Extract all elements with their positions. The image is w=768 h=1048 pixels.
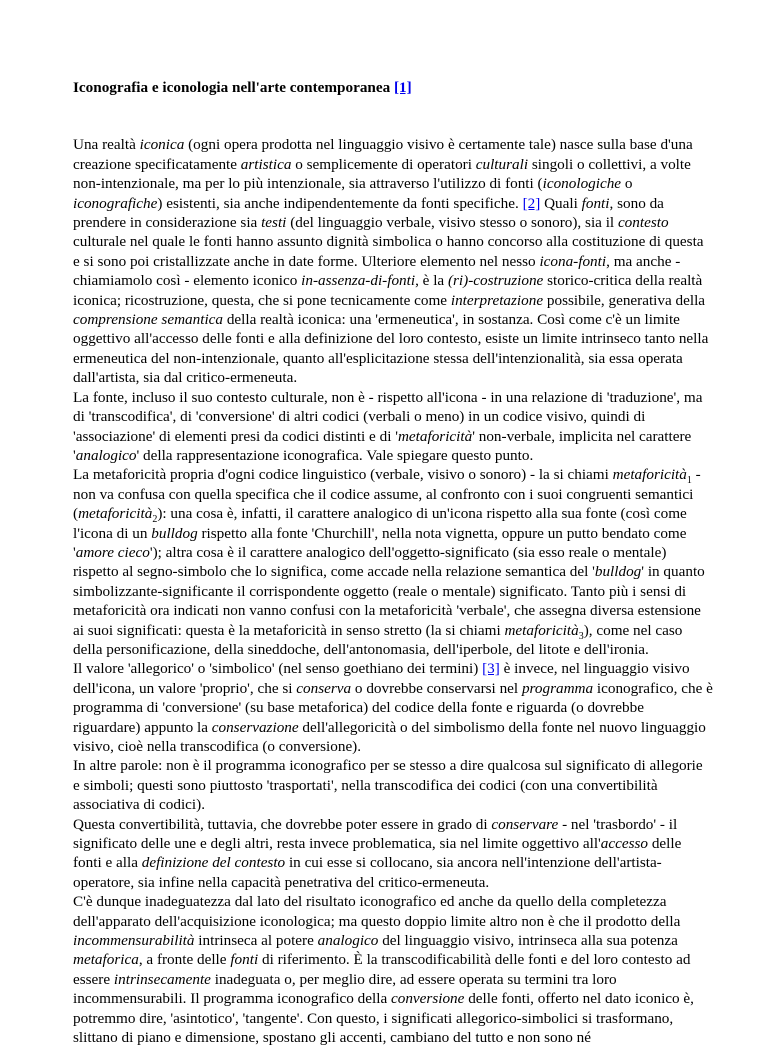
- title-text: Iconografia e iconologia nell'arte contemporanea: [73, 79, 391, 96]
- text-run: (del linguaggio verbale, visivo stesso o sonoro), sia il: [286, 214, 618, 232]
- text-run: è invece, nel linguaggio visivo dell'icona, un valore 'proprio', che si: [73, 660, 690, 697]
- paragraph: [73, 465, 713, 659]
- italic-term: amore cieco: [75, 543, 150, 561]
- italic-term: iconografiche: [73, 194, 158, 212]
- italic-term: incommensurabilità: [73, 932, 195, 950]
- text-run: ), come nel caso della personificazione, della sineddoche, dell'antonomasia, dell'iperbole, del litote e dell'ironia.: [73, 621, 683, 658]
- italic-term: conservazione: [211, 718, 299, 736]
- text-run: - nel 'trasbordo' - il significato delle une e degli altri, resta invece problematica, sia nel limite oggettivo all': [73, 815, 678, 853]
- italic-term: analogico: [317, 932, 379, 950]
- text-run: del linguaggio visivo, intrinseca alla sua potenza: [378, 932, 678, 950]
- text-run: dell'allegoricità o del simbolismo della fonte nel nuovo linguaggio visivo, cioè nella transcodifica (o conversione).: [73, 718, 706, 755]
- text-run: possibile, generativa della: [543, 291, 706, 309]
- text-run: ' in quanto simbolizzante-significante il corrispondente oggetto (reale o mentale) significato. Tanto più i sensi di metaforicità ora indicati non vanno confusi con la metaforicità 'verbale', che assegna diversa estensione ai suoi significati: questa è la metaforicità in senso stretto (la si chiami: [73, 563, 705, 639]
- italic-term: bulldog: [594, 563, 642, 581]
- paragraph: [73, 756, 713, 814]
- text-run: storico-critica della realtà iconica; ricostruzione, questa, che si pone tecnicamente come: [73, 272, 703, 309]
- italic-term: culturali: [475, 155, 529, 173]
- text-run: , è la: [415, 272, 448, 290]
- italic-term: testi: [261, 214, 287, 232]
- text-run: Quali: [540, 194, 582, 212]
- paragraph: [73, 892, 713, 1047]
- text-run: ' non-verbale, implicita nel carattere ': [73, 427, 692, 464]
- text-run: o semplicemente di operatori: [291, 155, 476, 173]
- text-run: , ma anche - chiamiamolo così - elemento iconico: [73, 252, 681, 290]
- italic-term: metaforicità: [397, 427, 473, 445]
- text-run: o dovrebbe conservarsi nel: [351, 679, 522, 697]
- text-run: in cui esse si collocano, sia ancora nell'intenzione dell'artista-operatore, sia infine nella capacità penetrativa del critico-ermeneuta.: [73, 854, 662, 891]
- paragraph: [73, 815, 713, 893]
- text-run: di riferimento. È la transcodificabilità delle fonti e del loro contesto ad essere: [73, 951, 691, 988]
- text-run: intrinseca al potere: [194, 932, 318, 950]
- text-run: delle fonti e alla: [73, 835, 682, 872]
- italic-term: metaforica: [73, 951, 139, 969]
- text-run: della realtà iconica: una 'ermeneutica', in sostanza. Così come c'è un limite oggettivo all'accesso delle fonti e alla definizione del loro contesto, esiste un limite intrinseco tanto nella ermeneutica del non-intenzionale, quanto all'esplicitazione stessa dell'intenzionalità, sia essa operata dall'artista, sia dal critico-ermeneuta.: [73, 311, 709, 387]
- italic-term: iconologiche: [542, 175, 622, 193]
- article-text: [73, 135, 713, 1047]
- italic-term: accesso: [600, 835, 649, 853]
- italic-term: fonti: [230, 951, 259, 969]
- text-run: Il valore 'allegorico' o 'simbolico' (nel senso goethiano dei termini): [73, 660, 483, 678]
- italic-term: icona-fonti: [539, 252, 607, 270]
- footnote-link[interactable]: [2]: [522, 194, 541, 212]
- paragraph: [73, 135, 713, 387]
- text-run: La metaforicità propria d'ogni codice linguistico (verbale, visivo o sonoro) - la si chiami: [73, 466, 613, 484]
- document-body: [73, 78, 713, 1048]
- text-run: ' della rappresentazione iconografica. Vale spiegare questo punto.: [136, 446, 534, 464]
- text-run: ): una cosa è, infatti, il carattere analogico di un'icona rispetto alla sua fonte (così come l'icona di un: [73, 505, 687, 542]
- text-run: delle fonti, offerto nel dato iconico è, potremmo dire, 'asintotico', 'tangente'. Con questo, i significati allegorico-simbolici si trasformano, slittano di piano e dimensione, spostano gli accenti, cambiano del tutto e non sono né: [73, 990, 694, 1047]
- text-run: ) esistenti, sia anche indipendentemente da fonti specifiche.: [157, 194, 523, 212]
- text-run: culturale nel quale le fonti hanno assunto dignità simbolica o hanno concorso alla costituzione di questa e si sono poi cristallizzate anche in date forme. Ulteriore elemento nel nesso: [73, 233, 704, 270]
- text-run: , sono da prendere in considerazione sia: [73, 194, 664, 232]
- text-run: - non va confusa con quella specifica che il codice assume, al confronto con i suoi congruenti semantici (: [73, 466, 701, 523]
- italic-term: metaforicità: [78, 505, 153, 523]
- italic-term: contesto: [617, 214, 669, 232]
- italic-term: interpretazione: [450, 291, 544, 309]
- italic-term: intrinsecamente: [113, 970, 211, 988]
- italic-term: bulldog: [151, 524, 198, 542]
- subscript-index: 3: [578, 630, 584, 642]
- italic-term: analogico: [75, 446, 137, 464]
- subscript-index: 2: [152, 514, 158, 526]
- text-run: singoli o collettivi, a volte non-intenzionale, ma per lo più intenzionale, sia attraverso l'utilizzo di fonti (: [73, 155, 691, 193]
- italic-term: metaforicità: [504, 621, 579, 639]
- text-run: , a fronte delle: [138, 951, 231, 969]
- italic-term: in-assenza-di-fonti: [301, 272, 416, 290]
- subscript-index: 1: [686, 475, 692, 487]
- italic-term: conversione: [391, 990, 465, 1008]
- footnote-link-1[interactable]: [1]: [394, 79, 412, 96]
- italic-term: iconica: [139, 136, 185, 154]
- italic-term: artistica: [240, 155, 292, 173]
- text-run: In altre parole: non è il programma iconografico per se stesso a dire qualcosa sul significato di allegorie e simboli; questi sono piuttosto 'trasportati', nella transcodifica dei codici (con una convertibilità associativa di codici).: [73, 757, 703, 814]
- italic-term: (ri)-costruzione: [447, 272, 544, 290]
- footnote-link[interactable]: [3]: [482, 660, 500, 678]
- text-run: rispetto alla fonte 'Churchill', nella nota vignetta, oppure un putto bendato come ': [73, 524, 687, 561]
- document-title: [73, 78, 713, 97]
- italic-term: conservare: [491, 815, 559, 833]
- text-run: o: [621, 175, 633, 193]
- italic-term: conserva: [296, 679, 352, 697]
- text-run: Questa convertibilità, tuttavia, che dovrebbe poter essere in grado di: [73, 815, 492, 833]
- text-run: iconografico, che è programma di 'conversione' (su base metaforica) del codice della fonte e riguarda (o dovrebbe riguardare) appunto la: [73, 679, 713, 736]
- text-run: Una realtà: [73, 136, 140, 154]
- text-run: inadeguata o, per meglio dire, ad essere operata su termini tra loro incommensurabili. Il programma iconografico della: [73, 970, 617, 1008]
- text-run: C'è dunque inadeguatezza dal lato del risultato iconografico ed anche da quello della completezza dell'apparato dell'acquisizione iconologica; ma questo doppio limite altro non è che il prodotto della: [73, 893, 681, 930]
- text-run: La fonte, incluso il suo contesto culturale, non è - rispetto all'icona - in una relazione di 'traduzione', ma di 'transcodifica', di 'conversione' di altri codici (verbali o meno) in un codice visivo, quindi di 'associazione' di elementi presi da codici distinti e di ': [73, 388, 703, 445]
- italic-term: fonti: [581, 194, 610, 212]
- text-run: '); altra cosa è il carattere analogico dell'oggetto-significato (sia esso reale o mentale) rispetto al segno-simbolo che lo significa, come accade nella relazione semantica del ': [73, 543, 667, 581]
- text-run: (ogni opera prodotta nel linguaggio visivo è certamente tale) nasce sulla base d'una creazione specificatamente: [73, 136, 693, 173]
- italic-term: metaforicità: [612, 466, 687, 484]
- italic-term: definizione del contesto: [141, 854, 286, 872]
- paragraph: [73, 388, 713, 466]
- italic-term: comprensione semantica: [73, 311, 224, 329]
- italic-term: programma: [521, 679, 594, 697]
- paragraph: [73, 659, 713, 756]
